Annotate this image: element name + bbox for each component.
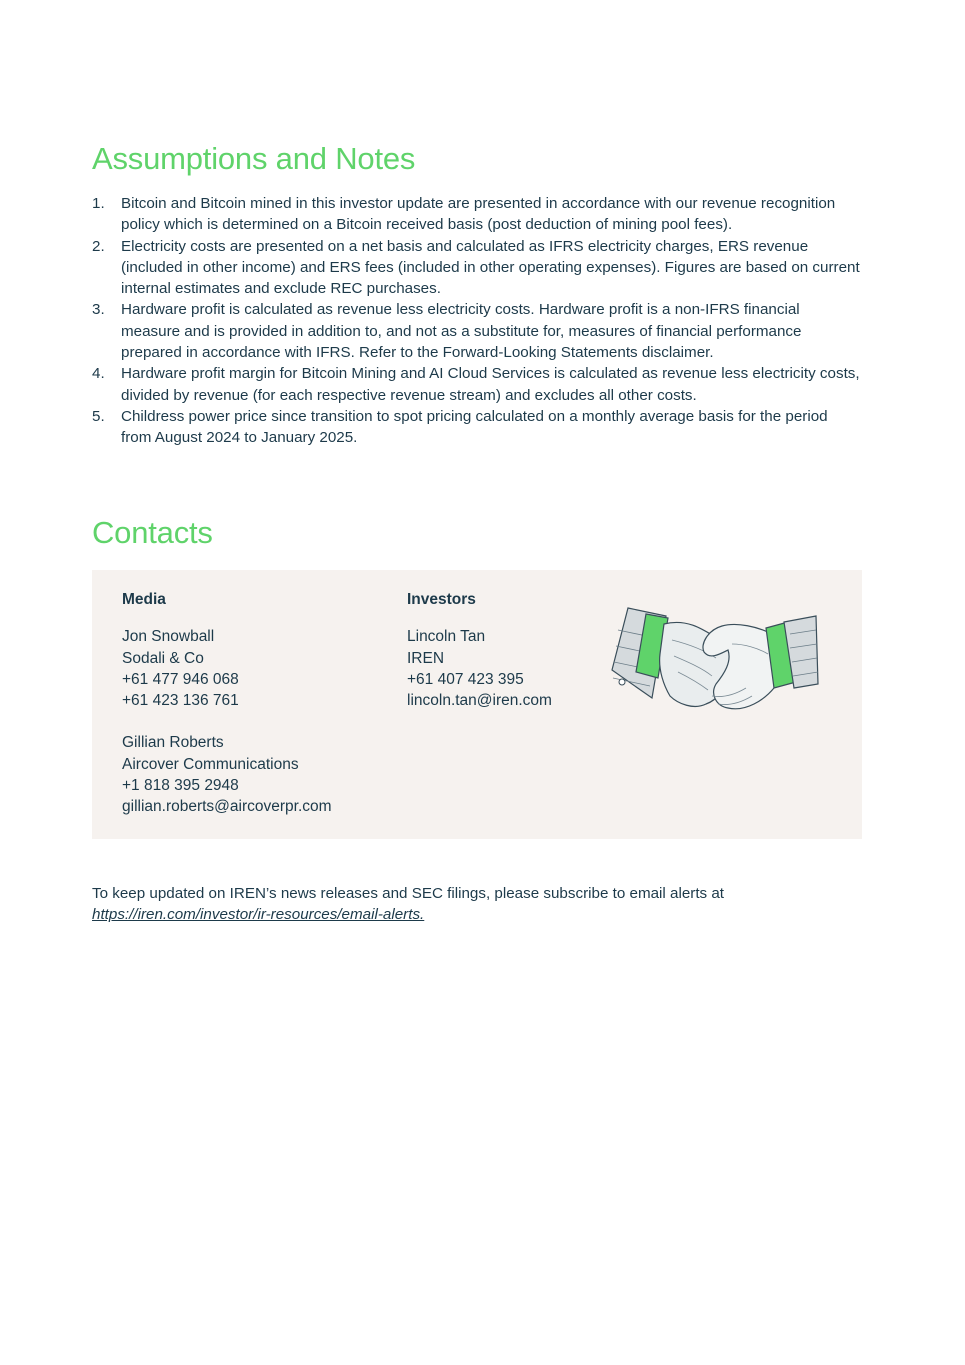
email-alerts-note: [92, 883, 872, 926]
notes-title: Assumptions and Notes: [92, 141, 416, 176]
email-alerts-text: To keep updated on IREN’s news releases and SEC filings, please subscribe to email alerts at: [92, 885, 725, 902]
contact-organization: Sodali & Co: [122, 649, 204, 667]
contact-phone: +61 407 423 395: [407, 670, 524, 688]
investors-heading: Investors: [407, 591, 476, 608]
contact-email[interactable]: lincoln.tan@iren.com: [407, 692, 552, 710]
contact-name: Jon Snowball: [122, 628, 215, 646]
note-text: Hardware profit is calculated as revenue less electricity costs. Hardware profit is a non-IFRS financial measure and is provided in addition to, and not as a substitute for, measures of financial performance prepared in accordance with IFRS. Refer to the Forward-Looking Statements disclaimer.: [121, 301, 802, 362]
note-text: Bitcoin and Bitcoin mined in this investor update are presented in accordance with our revenue recognition policy which is determined on a Bitcoin received basis (post deduction of mining pool fees).: [121, 195, 836, 234]
note-text: Electricity costs are presented on a net basis and calculated as IFRS electricity charges, ERS revenue (included in other income) and ERS fees (included in other operating expenses). Figures are based on current internal estimates and exclude REC purchases.: [121, 237, 860, 298]
contact-email[interactable]: gillian.roberts@aircoverpr.com: [122, 798, 332, 816]
list-item: [92, 363, 862, 406]
contact-name: Lincoln Tan: [407, 628, 486, 646]
email-alerts-link[interactable]: https://iren.com/investor/ir-resources/email-alerts.: [92, 906, 425, 924]
contacts-panel: [92, 570, 862, 839]
handshake-icon: [608, 600, 822, 722]
contact-organization: IREN: [407, 649, 445, 667]
list-item: [92, 236, 862, 300]
list-item: [92, 406, 862, 449]
contact-card: [122, 732, 332, 817]
note-number: 1.: [92, 195, 105, 212]
note-number: 2.: [92, 237, 105, 255]
contact-phone: +61 477 946 068: [122, 670, 239, 688]
list-item: [92, 193, 862, 236]
contact-card: [407, 626, 552, 711]
media-heading: Media: [122, 591, 166, 608]
note-text: Hardware profit margin for Bitcoin Mining and AI Cloud Services is calculated as revenue less electricity costs, divided by revenue (for each respective revenue stream) and excludes all other costs.: [121, 365, 860, 404]
note-number: 4.: [92, 365, 105, 383]
contact-phone: +61 423 136 761: [122, 692, 239, 710]
contact-phone: +1 818 395 2948: [122, 777, 239, 795]
contacts-title: Contacts: [92, 515, 213, 550]
investor-contacts: [407, 589, 552, 732]
list-item: [92, 299, 862, 363]
media-contacts: [122, 589, 332, 839]
contact-name: Gillian Roberts: [122, 734, 224, 752]
contact-organization: Aircover Communications: [122, 755, 299, 773]
note-number: 3.: [92, 301, 105, 319]
notes-list: [92, 193, 862, 449]
note-number: 5.: [92, 407, 105, 425]
note-text: Childress power price since transition to spot pricing calculated on a monthly average basis for the period from August 2024 to January 2025.: [121, 407, 828, 447]
contact-card: [122, 626, 332, 711]
